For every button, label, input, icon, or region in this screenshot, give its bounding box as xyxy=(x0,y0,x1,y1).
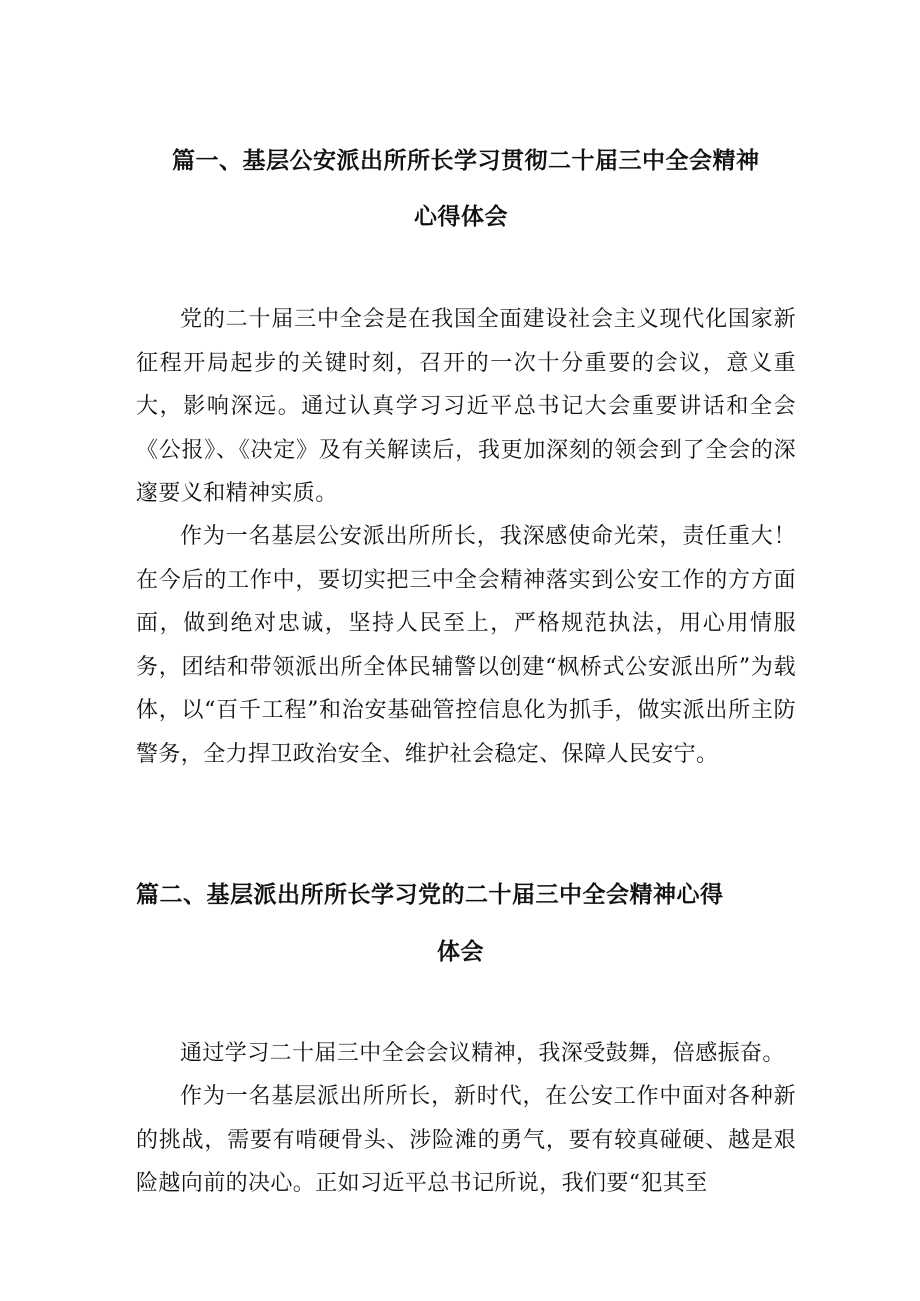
section-2-title-line-2: 体会 xyxy=(437,939,484,965)
section-1-title-line-1: 篇一、基层公安派出所所长学习贯彻二十届三中全会精神 xyxy=(172,148,760,174)
section-2-paragraph-2: 作为一名基层派出所所长，新时代，在公安工作中面对各种新的挑战，需要有啃硬骨头、涉险滩的勇气，要有较真碰硬、越是艰险越向前的决心。正如习近平总书记所说，我们要“犯其至 xyxy=(136,1084,796,1197)
section-1-paragraph-2: 作为一名基层公安派出所所长，我深感使命光荣，责任重大！在今后的工作中，要切实把三中全会精神落实到公安工作的方方面面，做到绝对忠诚，坚持人民至上，严格规范执法，用心用情服务，团结和带领派出所全体民辅警以创建“枫桥式公安派出所”为载体，以“百千工程”和治安基础管控信息化为抓手，做实派出所主防警务，全力捍卫政治安全、维护社会稳定、保障人民安宁。 xyxy=(136,524,796,767)
section-1-title-line-2: 心得体会 xyxy=(414,204,508,230)
section-2-paragraph-1: 通过学习二十届三中全会会议精神，我深受鼓舞，倍感振奋。 xyxy=(180,1041,785,1066)
section-2-title-line-1: 篇二、基层派出所所长学习党的二十届三中全会精神心得 xyxy=(136,882,724,908)
section-1-paragraph-1: 党的二十届三中全会是在我国全面建设社会主义现代化国家新征程开局起步的关键时刻，召开的一次十分重要的会议，意义重大，影响深远。通过认真学习习近平总书记大会重要讲话和全会《公报》、《决定》及有关解读后，我更加深刻的领会到了全会的深邃要义和精神实质。 xyxy=(136,307,796,507)
